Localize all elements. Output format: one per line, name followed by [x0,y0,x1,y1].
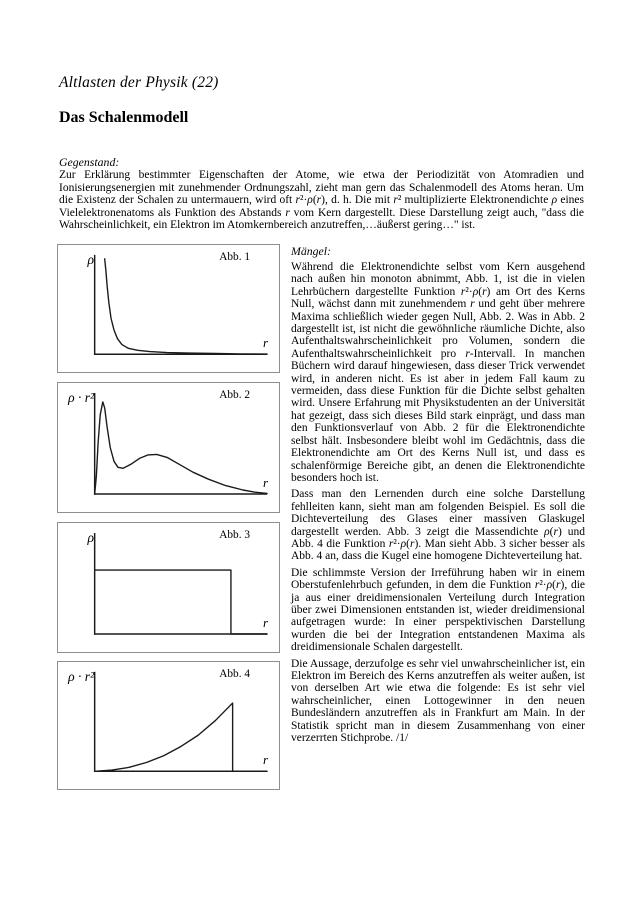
body-paragraph-2: Dass man den Lernenden durch eine solche Darstellung fehlleiten kann, sieht man am folgenden Beispiel. Es soll die Dichteverteilung des Glases einer massiven Glaskugel dargestellt werden. Abb. 3 zeigt die Massendichte ρ(r) und Abb. 4 die Funktion r²·ρ(r). Man sieht Abb. 3 sicher besser als Abb. 4 an, dass die Kugel eine homogene Dichteverteilung hat. [291,488,586,563]
figure-column [57,244,280,790]
figure-abb-2 [57,382,280,513]
abb-2-x-axis-label: r [262,475,268,490]
figure-abb-1 [57,244,280,373]
series-title: Altlasten der Physik (22) [59,74,219,91]
body-paragraph-3: Die schlimmste Version der Irreführung haben wir in einem Oberstufenlehrbuch gefunden, in dem die Funktion r²·ρ(r), die ja aus einer dreidimensionalen Verteilung durch Integration über zwei Dimensionen entstanden ist, wieder dreidimensional aufgetragen wurde: In einer perspektivischen Darstellung wurden die bei der Integration entstandenen Maxima als dreidimensionale Schalen dargestellt. [291,566,585,654]
abb-3-caption: Abb. 3 [219,529,250,541]
abb-3-curve [95,570,267,634]
abb-1-x-axis-label: r [262,335,268,350]
abb-3-x-axis-label: r [262,615,268,630]
text-column [291,244,585,748]
body-paragraph-4: Die Aussage, derzufolge es sehr viel unwahrscheinlicher ist, ein Elektron im Bereich des Kerns anzutreffen als weiter außen, ist von derselben Art wie etwa die folgende: Es ist sehr viel wahrscheinlicher, einen Lottogewinner in den neuen Bundesländern anzutreffen als in Frankfurt am Main. In der Statistik spricht man in diesem Zusammenhang von einer verzerrten Stichprobe. /1/ [291,657,585,745]
abb-2-curve [95,402,267,494]
article-title: Das Schalenmodell [59,109,189,126]
abb-2-caption: Abb. 2 [219,389,250,401]
abb-1-y-axis-label: ρ [87,252,94,267]
abb-3-y-axis-label: ρ [87,530,94,545]
abb-1-caption: Abb. 1 [219,251,250,263]
section-heading-gegenstand: Gegenstand: [59,155,120,169]
figure-abb-4 [57,661,280,790]
figure-abb-3 [57,522,280,653]
abb-4-curve [98,703,267,771]
abb-4-x-axis-label: r [262,752,268,767]
intro-paragraph: Zur Erklärung bestimmter Eigenschaften der Atome, wie etwa der Periodizität von Atomradien und Ionisierungsenergien mit zunehmender Ordnungszahl, zieht man gern das Schalenmodell des Atoms heran. Um die Existenz der Schalen zu untermauern, wird oft r²·ρ(r), d. h. Die mit r² multiplizierte Elektronendichte ρ eines Vielelektronenatoms als Funktion des Abstands r vom Kern dargestellt. Diese Darstellung zeigt auch, "dass die Wahrscheinlichkeit, ein Elektron im Atomkernbereich anzutreffen,…äußerst gering…" ist. [59,169,584,232]
abb-4-caption: Abb. 4 [219,668,250,680]
abb-2-y-axis-label: ρ · r² [68,390,94,405]
body-paragraph-1: Während die Elektronendichte selbst vom Kern ausgehend nach außen hin monoton abnimmt, Abb. 1, ist die in vielen Lehrbüchern dargestellte Funktion r²·ρ(r) am Ort des Kerns Null, wächst dann mit zunehmendem r und geht über mehrere Maxima schließlich wieder gegen Null, Abb. 2. Was in Abb. 2 dargestellt ist, ist nicht die gewöhnliche räumliche Dichte, also Aufenthaltswahrscheinlichkeit pro Volumen, sondern die Aufenthaltswahrscheinlichkeit pro r-Intervall. In manchen Büchern wird darauf hingewiesen, dass dieser Trick verwendet wird, in anderen nicht. Es ist aber in jedem Fall kaum zu vermeiden, dass diese Funktion für die Dichte selbst gehalten wird. Unsere Erfahrung mit Physikstudenten an der Universität hat gezeigt, dass sich dieses Bild stark einprägt, und dass man den Funktionsverlauf von Abb. 2 für die Elektronendichte selbst hält. Insbesondere bleibt wohl im Gedächtnis, dass die Elektronendichte am Ort des Kerns Null ist, und dass es schalenförmige Bereiche gibt, an denen die Elektronendichte besonders hoch ist. [291,261,586,484]
abb-1-curve [105,259,267,354]
abb-4-y-axis-label: ρ · r² [68,669,94,684]
section-heading-maengel: Mängel: [291,244,331,258]
